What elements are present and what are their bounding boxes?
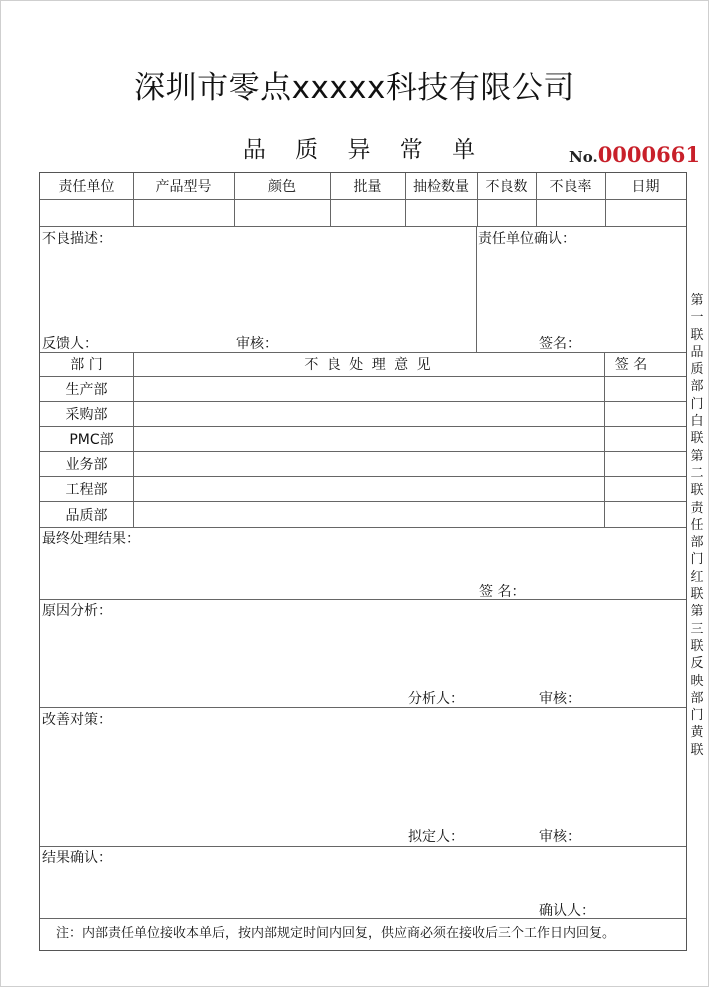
header-product-model: 产品型号: [155, 179, 212, 195]
feedback-label: 反馈人：: [42, 336, 98, 352]
cause-analysis-label: 原因分析：: [42, 603, 112, 619]
dept-engineering: 工程部: [65, 482, 108, 498]
cause-review-label: 审核：: [539, 691, 581, 707]
drafter-label: 拟定人：: [408, 829, 464, 845]
serial-value: 0000661: [597, 142, 700, 167]
side-text-char: 红: [690, 569, 704, 585]
improvement-review-label: 审核：: [539, 829, 581, 845]
rule-dept-5: [40, 501, 686, 502]
footer-note: 注：内部责任单位接收本单后，按内部规定时间内回复，供应商必须在接收后三个工作日内回复。: [56, 926, 616, 941]
final-sign-label: 签 名：: [479, 584, 526, 600]
side-text-char: 部: [690, 379, 704, 395]
side-text-char: 联: [690, 483, 704, 499]
side-text-char: 任: [690, 517, 704, 533]
rule-header: [40, 199, 686, 200]
rule-final-top: [40, 527, 686, 528]
rule-dept-2: [40, 426, 686, 427]
header-date: 日期: [631, 179, 660, 195]
rule-dept-3: [40, 451, 686, 452]
dept-production: 生产部: [65, 382, 108, 398]
rule-opinion-header: [40, 376, 686, 377]
copy-distribution-note: [689, 292, 705, 759]
side-text-char: 质: [690, 362, 704, 378]
dept-sales: 业务部: [65, 457, 108, 473]
dept-pmc: PMC部: [69, 432, 114, 448]
serial-number: [569, 142, 700, 167]
rule-dept-1: [40, 401, 686, 402]
side-text-char: 白: [690, 414, 704, 430]
side-text-char: 联: [690, 587, 704, 603]
header-batch: 批量: [353, 179, 382, 195]
defect-description-label: 不良描述：: [42, 231, 112, 247]
header-sample-qty: 抽检数量: [413, 179, 469, 195]
serial-prefix: No.: [569, 148, 598, 166]
side-text-char: 部: [690, 535, 704, 551]
side-text-char: 部: [690, 690, 704, 706]
rule-improve-top: [40, 707, 686, 708]
side-text-char: 联: [690, 431, 704, 447]
confirmer-label: 确认人：: [539, 903, 595, 919]
sign-header: 签 名: [614, 357, 648, 373]
side-text-char: 反: [690, 656, 704, 672]
side-text-char: 第: [690, 448, 704, 464]
form-title: 品 质 异 常 单: [242, 137, 487, 163]
side-text-char: 联: [690, 742, 704, 758]
side-text-char: 第: [690, 604, 704, 620]
company-name: 深圳市零点xxxxx科技有限公司: [134, 70, 575, 106]
defect-review-label: 审核：: [236, 336, 278, 352]
side-text-char: 品: [690, 344, 704, 360]
rule-info-bottom: [40, 226, 686, 227]
header-defect-rate: 不良率: [549, 179, 592, 195]
rule-defect-bottom: [40, 352, 686, 353]
rule-dept-4: [40, 476, 686, 477]
dept-purchasing: 采购部: [65, 407, 108, 423]
side-text-char: 一: [690, 310, 704, 326]
opinion-header: 不 良 处 理 意 见: [304, 357, 433, 373]
side-text-char: 联: [690, 638, 704, 654]
side-text-char: 责: [690, 500, 704, 516]
improvement-label: 改善对策：: [42, 712, 112, 728]
side-text-char: 映: [690, 673, 704, 689]
side-text-char: 门: [690, 552, 704, 568]
defect-split-rule: [476, 226, 477, 352]
side-text-char: 门: [690, 708, 704, 724]
quality-form: [39, 172, 687, 951]
side-text-char: 三: [690, 621, 704, 637]
defect-sign-label: 签名：: [539, 336, 581, 352]
rule-cause-top: [40, 599, 686, 600]
final-result-label: 最终处理结果：: [42, 531, 140, 547]
result-confirm-label: 结果确认：: [42, 850, 112, 866]
responsible-confirm-label: 责任单位确认：: [478, 231, 576, 247]
header-color: 颜色: [268, 179, 296, 195]
side-text-char: 联: [690, 327, 704, 343]
dept-header: 部 门: [70, 357, 103, 373]
header-responsible-unit: 责任单位: [58, 179, 115, 195]
side-text-char: 第: [690, 293, 704, 308]
side-text-char: 黄: [690, 725, 704, 741]
analyst-label: 分析人：: [408, 691, 464, 707]
side-text-char: 二: [690, 465, 704, 481]
header-defect-qty: 不良数: [485, 179, 528, 195]
dept-quality: 品质部: [65, 508, 108, 524]
rule-result-top: [40, 846, 686, 847]
sign-col-rule: [604, 352, 605, 527]
side-text-char: 门: [690, 396, 704, 412]
